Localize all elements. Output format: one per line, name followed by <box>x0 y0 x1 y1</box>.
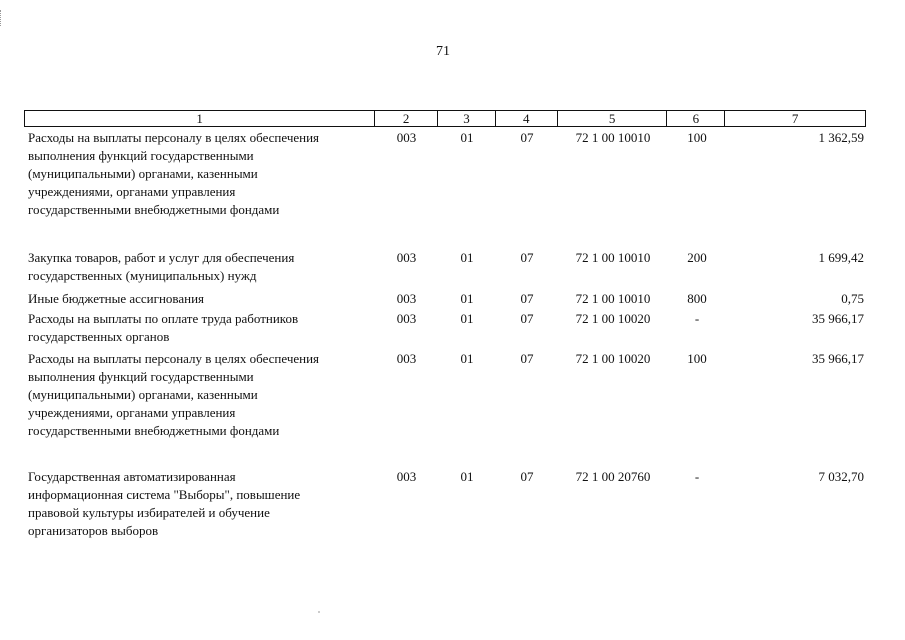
description-line: выполнения функций государственными <box>28 369 254 384</box>
row-description <box>24 310 375 346</box>
row-subsection: 07 <box>520 291 534 306</box>
column-header-1: 1 <box>25 111 375 126</box>
table-row <box>24 468 866 540</box>
description-line: учреждениями, органами управления <box>28 184 236 199</box>
table-row <box>24 129 866 219</box>
row-subsection: 07 <box>520 130 534 145</box>
description-line: государственных (муниципальных) нужд <box>28 268 257 283</box>
row-expense-type: 100 <box>687 130 707 145</box>
row-code: 003 <box>396 469 417 484</box>
row-code: 003 <box>396 130 417 145</box>
description-line: Закупка товаров, работ и услуг для обеспечения <box>28 250 295 265</box>
row-description <box>24 129 375 219</box>
row-amount: 7 032,70 <box>818 469 864 484</box>
row-code: 003 <box>396 311 417 326</box>
description-line: государственными внебюджетными фондами <box>28 423 280 438</box>
row-section: 01 <box>460 469 474 484</box>
row-amount: 1 362,59 <box>818 130 864 145</box>
row-description <box>24 468 375 540</box>
column-header-2: 2 <box>375 111 438 126</box>
description-line: выполнения функций государственными <box>28 148 254 163</box>
description-line: правовой культуры избирателей и обучение <box>28 505 270 520</box>
row-subsection: 07 <box>520 351 534 366</box>
row-target-article: 72 1 00 20760 <box>575 469 651 484</box>
column-header-4: 4 <box>496 111 558 126</box>
column-header-5: 5 <box>558 111 668 126</box>
row-subsection: 07 <box>520 311 534 326</box>
row-expense-type: - <box>694 469 700 484</box>
row-amount: 35 966,17 <box>812 351 864 366</box>
description-line: информационная система "Выборы", повышение <box>28 487 301 502</box>
column-header-3: 3 <box>438 111 496 126</box>
table-row <box>24 290 866 308</box>
description-line: Расходы на выплаты по оплате труда работников <box>28 311 299 326</box>
row-expense-type: - <box>694 311 700 326</box>
row-amount: 1 699,42 <box>818 250 864 265</box>
description-line: организаторов выборов <box>28 523 159 538</box>
row-section: 01 <box>460 291 474 306</box>
description-line: Государственная автоматизированная <box>28 469 236 484</box>
row-section: 01 <box>460 351 474 366</box>
row-target-article: 72 1 00 10010 <box>575 291 651 306</box>
row-subsection: 07 <box>520 250 534 265</box>
row-target-article: 72 1 00 10010 <box>575 130 651 145</box>
table-row <box>24 249 866 285</box>
row-code: 003 <box>396 351 417 366</box>
row-description <box>24 249 375 285</box>
row-target-article: 72 1 00 10020 <box>575 351 651 366</box>
scan-speck <box>318 611 320 613</box>
description-line: Расходы на выплаты персоналу в целях обеспечения <box>28 351 320 366</box>
table-row <box>24 350 866 440</box>
row-section: 01 <box>460 250 474 265</box>
row-description <box>24 290 375 308</box>
column-header-6: 6 <box>667 111 725 126</box>
row-expense-type: 200 <box>687 250 707 265</box>
row-subsection: 07 <box>520 469 534 484</box>
row-amount: 35 966,17 <box>812 311 864 326</box>
table-header <box>24 110 866 127</box>
page-number: 71 <box>436 44 450 59</box>
description-line: (муниципальными) органами, казенными <box>28 166 258 181</box>
row-description <box>24 350 375 440</box>
description-line: Расходы на выплаты персоналу в целях обеспечения <box>28 130 320 145</box>
row-target-article: 72 1 00 10020 <box>575 311 651 326</box>
description-line: (муниципальными) органами, казенными <box>28 387 258 402</box>
row-code: 003 <box>396 291 417 306</box>
row-code: 003 <box>396 250 417 265</box>
description-line: государственными внебюджетными фондами <box>28 202 280 217</box>
table-row <box>24 310 866 346</box>
row-amount: 0,75 <box>841 291 864 306</box>
row-section: 01 <box>460 130 474 145</box>
scan-edge-mark <box>0 10 3 26</box>
row-expense-type: 100 <box>687 351 707 366</box>
row-section: 01 <box>460 311 474 326</box>
description-line: Иные бюджетные ассигнования <box>28 291 205 306</box>
description-line: учреждениями, органами управления <box>28 405 236 420</box>
column-header-7: 7 <box>791 111 799 126</box>
row-expense-type: 800 <box>687 291 707 306</box>
row-target-article: 72 1 00 10010 <box>575 250 651 265</box>
description-line: государственных органов <box>28 329 170 344</box>
